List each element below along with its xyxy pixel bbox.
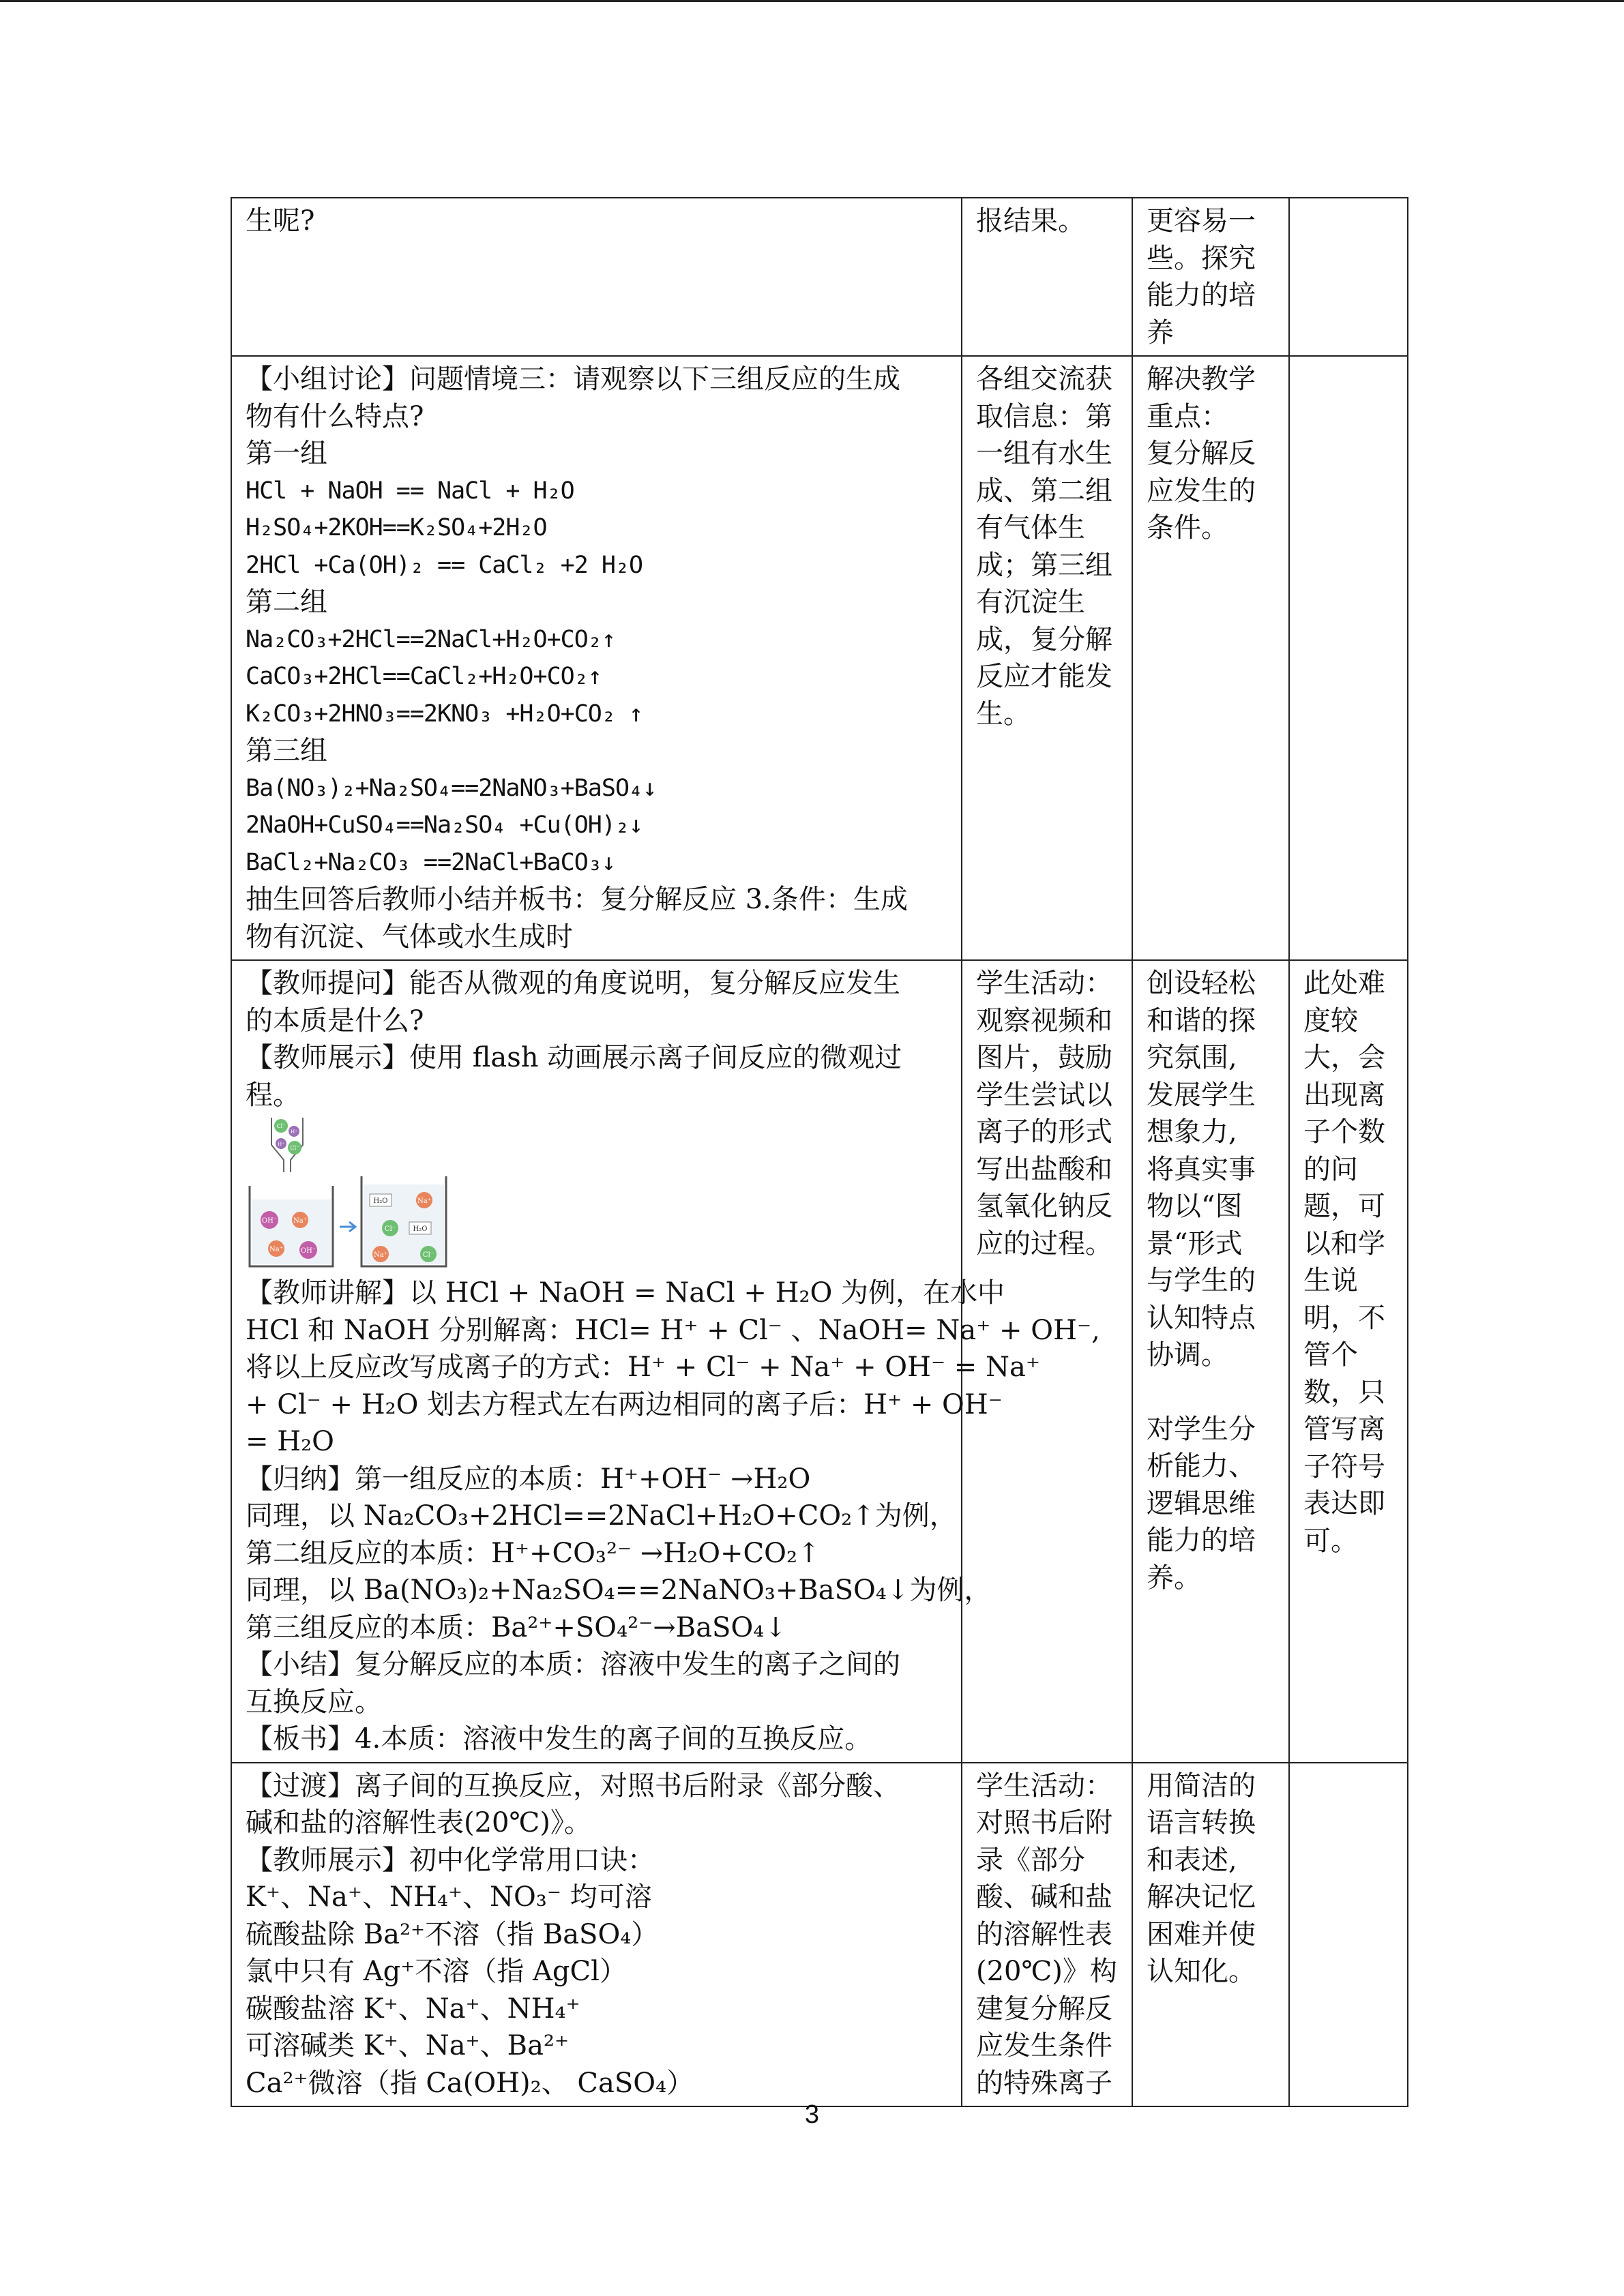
text-line: 认知特点 [1147, 1302, 1256, 1334]
text-line: 物以“图 [1147, 1191, 1243, 1222]
text-line: 第二组反应的本质：H⁺+CO₃²⁻ →H₂O+CO₂↑ [246, 1537, 821, 1569]
text-line: 子个数 [1303, 1116, 1385, 1148]
text-line: 同理，以 Ba(NO₃)₂+Na₂SO₄==2NaNO₃+BaSO₄↓为例， [246, 1575, 992, 1606]
text-line: 【小结】复分解反应的本质：溶液中发生的离子之间的 [246, 1649, 900, 1680]
text-line: 复分解反 [1147, 438, 1256, 469]
equation: Na₂CO₃+2HCl==2NaCl+H₂O+CO₂↑ [246, 625, 615, 653]
text-line: K⁺、Na⁺、NH₄⁺、NO₃⁻ 均可溶 [246, 1881, 652, 1913]
equation: K₂CO₃+2HNO₃==2KNO₃ +H₂O+CO₂ ↑ [246, 700, 643, 728]
text-line: 生呢? [246, 205, 315, 237]
text-line: HCl 和 NaOH 分别解离：HCl= H⁺ + Cl⁻ 、NaOH= Na⁺ + OH⁻, [246, 1314, 1100, 1346]
text-block: 各组交流获取信息：第一组有水生成、第二组有气体生成；第三组有沉淀生成，复分解反应才能发生。 [976, 363, 1112, 730]
text-block: 学生活动：观察视频和图片，鼓励学生尝试以离子的形式写出盐酸和氢氧化钠反应的过程。 [976, 968, 1112, 1259]
text-line: 可。 [1303, 1525, 1358, 1557]
text-line: 子符号 [1303, 1450, 1385, 1482]
text-line: 困难并使 [1147, 1918, 1256, 1950]
text-line: 条件。 [1147, 512, 1228, 543]
text-line: 【小组讨论】问题情境三：请观察以下三组反应的生成 [246, 363, 900, 395]
text-line: 协调。 [1147, 1339, 1228, 1371]
text-line: 析能力、 [1147, 1450, 1256, 1482]
text-line: 想象力, [1147, 1116, 1237, 1148]
ion-label: Na⁺ [374, 1251, 387, 1259]
notes-cell [1289, 960, 1408, 1763]
ion-label: H₂O [413, 1225, 428, 1233]
text-line: Ca²⁺微溶（指 Ca(OH)₂、 CaSO₄） [246, 2067, 694, 2099]
design-intent-cell [1132, 356, 1289, 960]
text-line: 大，会 [1303, 1042, 1385, 1073]
text-line: 应发生的 [1147, 475, 1256, 507]
text-line: 生说 [1303, 1265, 1358, 1296]
reaction-arrow [340, 1222, 355, 1232]
text-line: 逻辑思维 [1147, 1487, 1256, 1519]
text-line: 养。 [1147, 1562, 1201, 1594]
text-line: 能力的培 [1147, 1525, 1256, 1556]
ion-label: Cl⁻ [422, 1251, 434, 1259]
text-line: 将以上反应改写成离子的方式：H⁺ + Cl⁻ + Na⁺ + OH⁻ = Na⁺ [246, 1352, 1040, 1383]
notes-cell [1289, 1763, 1408, 2107]
table-row [231, 198, 1408, 356]
ion-label: Na⁺ [417, 1197, 431, 1205]
ion-label: Cl⁻ [384, 1225, 396, 1233]
ion-label: OH⁻ [261, 1217, 278, 1225]
text-line: 表达即 [1303, 1488, 1385, 1519]
text-line: 此处难 [1303, 968, 1385, 999]
ion-label: H₂O [373, 1197, 388, 1205]
notes-cell [1289, 198, 1408, 356]
group-heading: 第三组 [246, 735, 327, 766]
text-line: 语言转换 [1147, 1807, 1256, 1838]
text-line: 第三组反应的本质：Ba²⁺+SO₄²⁻→BaSO₄↓ [246, 1611, 787, 1643]
ion-label: Cl⁻ [290, 1145, 299, 1151]
beaker-left-liquid [252, 1199, 331, 1264]
notes-cell [1289, 356, 1408, 960]
text-line: 物有沉淀、气体或水生成时 [246, 921, 573, 953]
text-line: 【过渡】离子间的互换反应，对照书后附录《部分酸、 [246, 1770, 900, 1802]
text-line: 出现离 [1303, 1079, 1385, 1111]
equation: H₂SO₄+2KOH==K₂SO₄+2H₂O [246, 514, 547, 541]
text-line: 和谐的探 [1147, 1004, 1256, 1037]
text-block: 报结果。 [976, 205, 1085, 237]
equation: CaCO₃+2HCl==CaCl₂+H₂O+CO₂↑ [246, 663, 602, 690]
spacer [1147, 1374, 1280, 1411]
text-line: 度较 [1303, 1004, 1358, 1037]
teacher-activity-cell [231, 1763, 962, 2107]
equation: 2NaOH+CuSO₄==Na₂SO₄ +Cu(OH)₂↓ [246, 811, 643, 839]
table-row [231, 1763, 1408, 2107]
ion-label: OH⁻ [300, 1247, 316, 1255]
text-line: 硫酸盐除 Ba²⁺不溶（指 BaSO₄） [246, 1918, 659, 1950]
text-line: 【教师展示】初中化学常用口诀： [246, 1844, 655, 1876]
text-line: 【教师展示】使用 flash 动画展示离子间反应的微观过 [246, 1042, 902, 1073]
ion-label: H⁺ [291, 1129, 297, 1135]
ion-label: Na⁺ [269, 1246, 283, 1253]
text-line: 【归纳】第一组反应的本质：H⁺+OH⁻ →H₂O [246, 1463, 811, 1495]
table-row [231, 960, 1408, 1763]
text-line: 的本质是什么? [246, 1004, 424, 1037]
text-line: 抽生回答后教师小结并板书：复分解反应 3.条件：生成 [246, 884, 908, 915]
text-line: 养 [1147, 316, 1174, 348]
text-line: 同理，以 Na₂CO₃+2HCl==2NaCl+H₂O+CO₂↑为例， [246, 1500, 957, 1532]
equation: BaCl₂+Na₂CO₃ ==2NaCl+BaCO₃↓ [246, 848, 615, 876]
table-row [231, 356, 1408, 960]
student-activity-cell [962, 198, 1132, 356]
text-line: 可溶碱类 K⁺、Na⁺、Ba²⁺ [246, 2030, 570, 2061]
text-line: 数，只 [1303, 1376, 1385, 1408]
text-line: 程。 [246, 1079, 300, 1111]
text-line: 更容易一 [1147, 205, 1256, 237]
group-heading: 第一组 [246, 438, 327, 469]
text-line: 发展学生 [1147, 1079, 1256, 1111]
text-line: 互换反应。 [246, 1686, 382, 1718]
text-line: 碱和盐的溶解性表(20℃)》。 [246, 1807, 591, 1838]
equation: Ba(NO₃)₂+Na₂SO₄==2NaNO₃+BaSO₄↓ [246, 774, 657, 802]
text-line: 用简洁的 [1147, 1770, 1256, 1802]
text-line: 创设轻松 [1147, 968, 1256, 999]
text-line: 能力的培 [1147, 280, 1256, 311]
page-top-border [0, 0, 1624, 2]
student-activity-cell [962, 356, 1132, 960]
text-line: 对学生分 [1147, 1413, 1256, 1445]
equation: 2HCl +Ca(OH)₂ == CaCl₂ +2 H₂O [246, 551, 643, 579]
text-line: 【板书】4.本质：溶液中发生的离子间的互换反应。 [246, 1723, 872, 1755]
student-activity-cell [962, 1763, 1132, 2107]
text-line: 氯中只有 Ag⁺不溶（指 AgCl） [246, 1956, 627, 1987]
text-line: 究氛围, [1147, 1042, 1237, 1073]
text-line: 解决教学 [1147, 363, 1256, 395]
text-line: 碳酸盐溶 K⁺、Na⁺、NH₄⁺ [246, 1993, 580, 2025]
text-line: 与学生的 [1147, 1265, 1256, 1296]
equation: HCl + NaOH == NaCl + H₂O [246, 477, 574, 505]
text-line: 物有什么特点? [246, 400, 424, 432]
text-line: 管写离 [1303, 1414, 1385, 1445]
teacher-activity-cell [231, 356, 962, 960]
text-line: + Cl⁻ + H₂O 划去方程式左右两边相同的离子后：H⁺ + OH⁻ [246, 1388, 1003, 1420]
text-line: 明，不 [1303, 1302, 1385, 1334]
text-line: 景“形式 [1147, 1227, 1243, 1259]
text-line: 将真实事 [1147, 1153, 1256, 1185]
ion-reaction-illustration [246, 1118, 450, 1273]
design-intent-cell [1132, 1763, 1289, 2107]
text-line: 以和学 [1303, 1227, 1385, 1259]
text-line: 【教师提问】能否从微观的角度说明，复分解反应发生 [246, 968, 900, 999]
page-number: 3 [804, 2100, 820, 2129]
text-line: 题，可 [1303, 1191, 1385, 1222]
text-line: 管个 [1303, 1339, 1358, 1371]
teacher-activity-cell [231, 198, 962, 356]
ion-label: Cl⁻ [276, 1123, 286, 1129]
text-line: 【教师讲解】以 HCl + NaOH = NaCl + H₂O 为例，在水中 [246, 1277, 1005, 1309]
design-intent-cell [1132, 198, 1289, 356]
text-line: = H₂O [246, 1426, 334, 1457]
text-line: 和表述, [1147, 1844, 1237, 1876]
group-heading: 第二组 [246, 586, 327, 618]
text-line: 认知化。 [1147, 1956, 1256, 1987]
ion-label: Na⁺ [293, 1217, 307, 1225]
text-line: 些。探究 [1147, 242, 1256, 274]
design-intent-cell [1132, 960, 1289, 1763]
text-line: 重点： [1147, 400, 1228, 432]
ion-label: H⁺ [278, 1142, 284, 1147]
lesson-plan-table [231, 197, 1408, 2107]
text-block: 学生活动：对照书后附录《部分酸、碱和盐的溶解性表(20℃)》构建复分解反应发生条件的特殊离子 [976, 1770, 1117, 2099]
text-line: 解决记忆 [1147, 1881, 1256, 1913]
text-line: 的问 [1303, 1153, 1358, 1185]
